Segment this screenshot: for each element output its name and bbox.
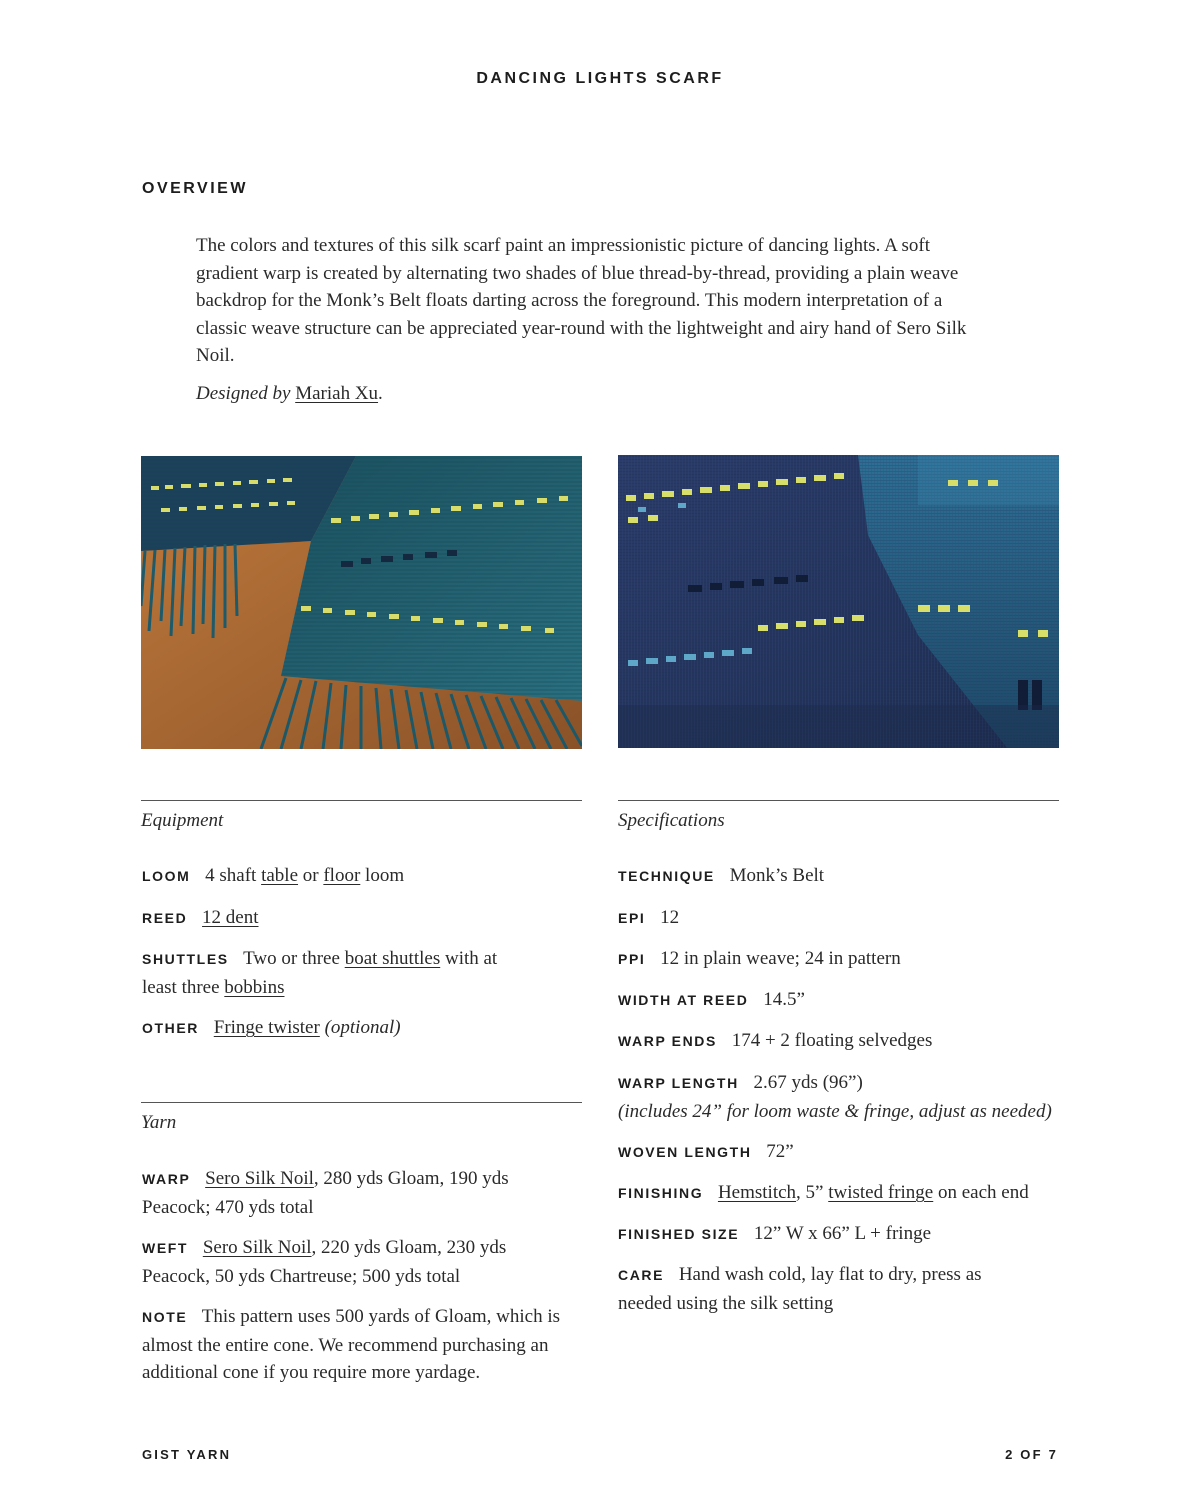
weft-yarn-text: , 220 yds Gloam, 230 yds Peacock, 50 yds Chartreuse; 500 yds total xyxy=(142,1237,507,1287)
yarn-weft xyxy=(142,1234,542,1290)
overview-heading: OVERVIEW xyxy=(142,180,248,197)
warp-yarn-link[interactable]: Sero Silk Noil xyxy=(205,1168,314,1189)
scarf-photo-teal-on-wood xyxy=(141,456,582,749)
finished-size-value: 12” W x 66” L + fringe xyxy=(753,1223,932,1244)
hemstitch-link[interactable]: Hemstitch xyxy=(717,1182,797,1203)
spec-warp-length xyxy=(618,1069,1078,1125)
shuttles-text-mid: with at least three xyxy=(142,948,498,998)
spec-epi xyxy=(618,904,1059,933)
table-loom-link[interactable]: table xyxy=(261,865,299,886)
epi-value: 12 xyxy=(660,907,680,928)
spec-care xyxy=(618,1261,1018,1317)
credit-suffix: . xyxy=(378,383,383,404)
warp-length-note: (includes 24” for loom waste & fringe, adjust as needed) xyxy=(618,1100,1052,1122)
page-title: DANCING LIGHTS SCARF xyxy=(476,70,724,87)
yarn-warp xyxy=(142,1165,542,1221)
care-value: Hand wash cold, lay flat to dry, press as needed using the silk setting xyxy=(618,1264,982,1314)
loom-text-before: 4 shaft xyxy=(205,865,257,886)
yarn-rule xyxy=(141,1102,582,1103)
ppi-label: PPI xyxy=(618,951,646,967)
equipment-reed xyxy=(142,904,582,933)
footer-page-number: 2 OF 7 xyxy=(1005,1447,1058,1462)
woven-length-value: 72” xyxy=(766,1141,794,1162)
equipment-loom xyxy=(142,862,582,891)
weft-yarn-link[interactable]: Sero Silk Noil xyxy=(202,1237,312,1258)
yarn-note xyxy=(142,1303,587,1387)
spec-technique xyxy=(618,862,1059,891)
spec-woven-length xyxy=(618,1138,1059,1167)
optional-note: (optional) xyxy=(324,1017,401,1038)
reed-label: REED xyxy=(142,910,188,926)
technique-value: Monk’s Belt xyxy=(729,865,825,886)
spec-width-at-reed xyxy=(618,986,1059,1015)
finished-size-label: FINISHED SIZE xyxy=(618,1226,740,1242)
credit-prefix: Designed by xyxy=(196,383,291,404)
warp-ends-label: WARP ENDS xyxy=(618,1033,717,1049)
loom-text-after: loom xyxy=(365,865,405,886)
fringe-twister-link[interactable]: Fringe twister xyxy=(213,1017,320,1038)
bobbins-link[interactable]: bobbins xyxy=(224,976,285,998)
reed-link[interactable]: 12 dent xyxy=(202,907,259,928)
width-at-reed-label: WIDTH AT REED xyxy=(618,992,749,1008)
equipment-shuttles xyxy=(142,945,522,1001)
weft-label: WEFT xyxy=(142,1240,189,1256)
epi-label: EPI xyxy=(618,910,646,926)
finishing-label: FINISHING xyxy=(618,1185,704,1201)
spec-finished-size xyxy=(618,1220,1059,1249)
designer-link[interactable]: Mariah Xu xyxy=(295,383,379,404)
designer-credit xyxy=(196,383,383,405)
loom-text-mid: or xyxy=(302,865,319,886)
spec-finishing xyxy=(618,1179,1078,1208)
note-label: NOTE xyxy=(142,1309,188,1325)
spec-ppi xyxy=(618,945,1059,974)
boat-shuttles-link[interactable]: boat shuttles xyxy=(344,948,441,969)
warp-label: WARP xyxy=(142,1171,191,1187)
warp-length-label: WARP LENGTH xyxy=(618,1075,739,1091)
woven-length-label: WOVEN LENGTH xyxy=(618,1144,752,1160)
warp-ends-value: 174 + 2 floating selvedges xyxy=(731,1030,933,1051)
equipment-rule xyxy=(141,800,582,801)
loom-label: LOOM xyxy=(142,868,191,884)
footer-brand: GIST YARN xyxy=(142,1447,232,1462)
technique-label: TECHNIQUE xyxy=(618,868,715,884)
shuttles-label: SHUTTLES xyxy=(142,951,229,967)
floor-loom-link[interactable]: floor xyxy=(323,865,361,886)
other-label: OTHER xyxy=(142,1020,199,1036)
note-text: This pattern uses 500 yards of Gloam, which is almost the entire cone. We recommend purchasing an additional cone if you require more yardage. xyxy=(142,1306,561,1383)
shuttles-text-before: Two or three xyxy=(243,948,340,969)
finishing-text-mid: , 5” xyxy=(796,1182,824,1203)
yarn-title: Yarn xyxy=(141,1112,177,1133)
width-at-reed-value: 14.5” xyxy=(763,989,805,1010)
warp-yarn-text: , 280 yds Gloam, 190 yds Peacock; 470 yds total xyxy=(142,1168,509,1218)
care-label: CARE xyxy=(618,1267,665,1283)
warp-length-value: 2.67 yds (96”) xyxy=(753,1072,863,1093)
equipment-title: Equipment xyxy=(141,810,224,831)
spec-warp-ends xyxy=(618,1027,1059,1056)
scarf-photo-navy-folded xyxy=(618,455,1059,748)
finishing-text-after: on each end xyxy=(938,1182,1029,1203)
specifications-rule xyxy=(618,800,1059,801)
twisted-fringe-link[interactable]: twisted fringe xyxy=(828,1182,934,1203)
ppi-value: 12 in plain weave; 24 in pattern xyxy=(660,948,901,969)
specifications-title: Specifications xyxy=(618,810,725,831)
equipment-other xyxy=(142,1014,582,1043)
overview-body: The colors and textures of this silk scarf paint an impressionistic picture of dancing lights. A soft gradient warp is created by alternating two shades of blue thread-by-thread, providing a plain weave backdrop for the Monk’s Belt floats darting across the foreground. This modern interpretation of a classic weave structure can be appreciated year-round with the lightweight and airy hand of Sero Silk Noil. xyxy=(196,235,967,366)
